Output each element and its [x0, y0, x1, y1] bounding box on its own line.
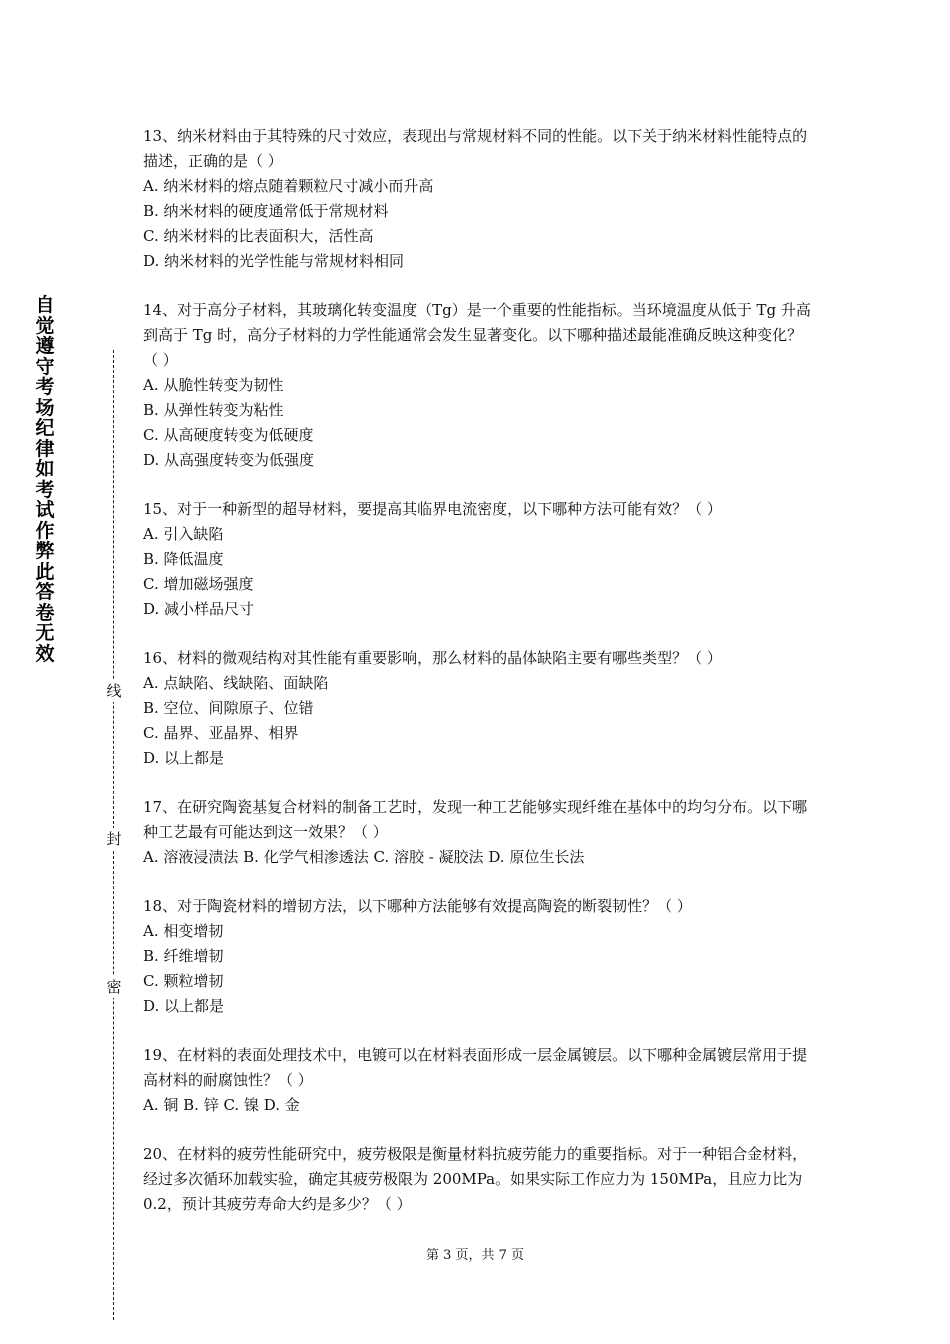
option-c: C. 增加磁场强度	[143, 575, 254, 593]
question-20	[143, 1142, 811, 1217]
option-b: B. 空位、间隙原子、位错	[143, 699, 314, 717]
binding-mark-seal: 封	[104, 828, 124, 850]
page-number: 第 3 页，共 7 页	[425, 1248, 525, 1263]
exam-discipline-notice: 自觉遵守考场纪律如考试作弊此答卷无效	[35, 294, 55, 665]
question-18	[143, 894, 811, 1019]
question-stem: 19、在材料的表面处理技术中，电镀可以在材料表面形成一层金属镀层。以下哪种金属镀层常用于提高材料的耐腐蚀性？（ ）	[143, 1046, 808, 1089]
option-b: B. 从弹性转变为粘性	[143, 401, 284, 419]
option-c: C. 从高硬度转变为低硬度	[143, 426, 314, 444]
question-19	[143, 1043, 811, 1118]
option-d: D. 纳米材料的光学性能与常规材料相同	[143, 252, 405, 270]
question-stem: 13、纳米材料由于其特殊的尺寸效应，表现出与常规材料不同的性能。以下关于纳米材料性能特点的描述，正确的是（ ）	[143, 127, 808, 170]
question-15	[143, 497, 811, 622]
question-stem: 15、对于一种新型的超导材料，要提高其临界电流密度，以下哪种方法可能有效？（ ）	[143, 500, 722, 518]
question-stem: 17、在研究陶瓷基复合材料的制备工艺时，发现一种工艺能够实现纤维在基体中的均匀分布。以下哪种工艺最有可能达到这一效果？（ ）	[143, 798, 808, 841]
question-stem: 18、对于陶瓷材料的增韧方法，以下哪种方法能够有效提高陶瓷的断裂韧性？（ ）	[143, 897, 692, 915]
option-b: B. 降低温度	[143, 550, 224, 568]
option-d: D. 减小样品尺寸	[143, 600, 255, 618]
binding-mark-secret: 密	[104, 976, 124, 998]
question-16	[143, 646, 811, 771]
option-a: A. 相变增韧	[143, 922, 224, 940]
option-a: A. 从脆性转变为韧性	[143, 376, 284, 394]
option-c: C. 颗粒增韧	[143, 972, 224, 990]
question-14	[143, 298, 811, 473]
option-a: A. 点缺陷、线缺陷、面缺陷	[143, 674, 329, 692]
binding-mark-line: 线	[104, 680, 124, 702]
question-17	[143, 795, 811, 870]
option-d: D. 以上都是	[143, 749, 225, 767]
option-a: A. 纳米材料的熔点随着颗粒尺寸减小而升高	[143, 177, 434, 195]
option-a: A. 引入缺陷	[143, 525, 224, 543]
option-c: C. 纳米材料的比表面积大，活性高	[143, 227, 374, 245]
question-stem: 14、对于高分子材料，其玻璃化转变温度（Tg）是一个重要的性能指标。当环境温度从低于 Tg 升高到高于 Tg 时，高分子材料的力学性能通常会发生显著变化。以下哪种描述最能准确反映这种变化？（ ）	[143, 301, 811, 369]
inline-options: A. 溶液浸渍法 B. 化学气相渗透法 C. 溶胶 - 凝胶法 D. 原位生长法	[143, 848, 585, 866]
option-c: C. 晶界、亚晶界、相界	[143, 724, 299, 742]
question-list	[143, 124, 811, 1241]
option-b: B. 纤维增韧	[143, 947, 224, 965]
question-stem: 16、材料的微观结构对其性能有重要影响，那么材料的晶体缺陷主要有哪些类型？（ ）	[143, 649, 722, 667]
option-b: B. 纳米材料的硬度通常低于常规材料	[143, 202, 389, 220]
question-stem: 20、在材料的疲劳性能研究中，疲劳极限是衡量材料抗疲劳能力的重要指标。对于一种铝合金材料，经过多次循环加载实验，确定其疲劳极限为 200MPa。如果实际工作应力为 150MPa，且应力比为 0.2，预计其疲劳寿命大约是多少？（ ）	[143, 1145, 808, 1213]
option-d: D. 以上都是	[143, 997, 225, 1015]
inline-options: A. 铜 B. 锌 C. 镍 D. 金	[143, 1096, 300, 1114]
option-d: D. 从高强度转变为低强度	[143, 451, 315, 469]
question-13	[143, 124, 811, 274]
